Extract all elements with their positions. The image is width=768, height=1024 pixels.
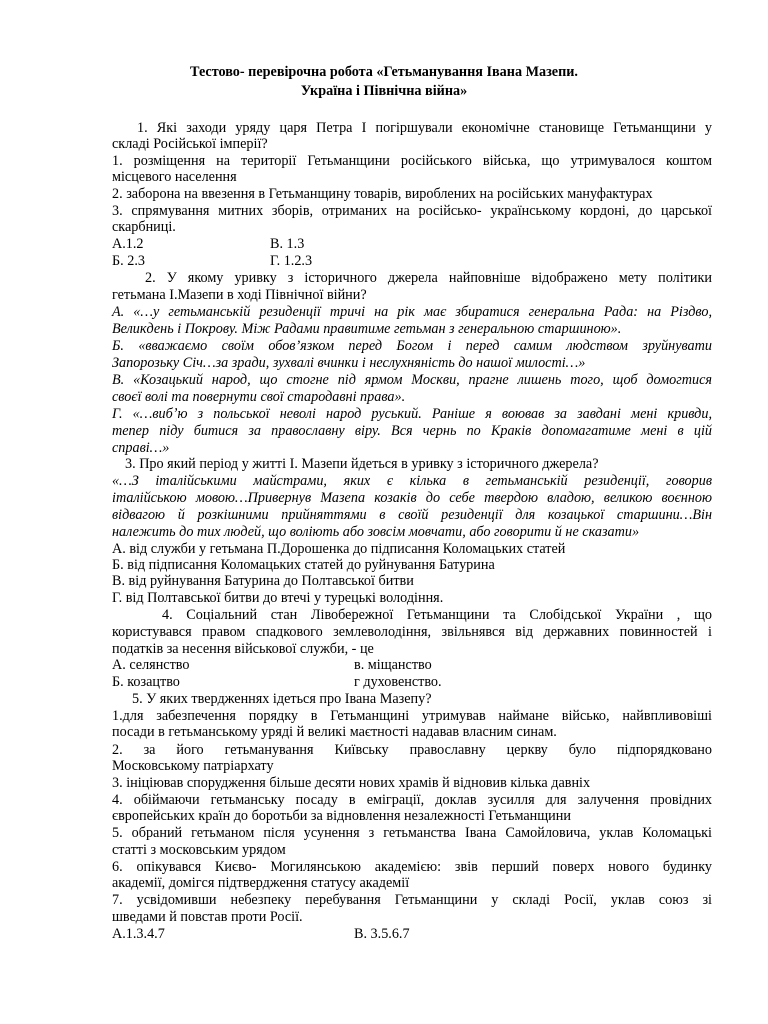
q5-option-b: В. 3.5.6.7 bbox=[354, 926, 410, 942]
q1-text-cont: складі Російської імперії? bbox=[112, 136, 268, 152]
q1-statement-1-cont: місцевого населення bbox=[112, 169, 237, 185]
q1-option-c: Б. 2.3 bbox=[112, 253, 145, 269]
q3-quote-cont3: належить до тих людей, що воліють або зовсім мовчати, або говорити й не сказати» bbox=[112, 524, 640, 540]
q3-quote-cont2: відвагою й розкішними прийняттями в своїй резиденції для козацької старшини…Він bbox=[112, 507, 712, 523]
q4-text: 4. Соціальний стан Лівобережної Гетьманщини та Слобідської України , що bbox=[162, 607, 712, 623]
q5-statement-1: 1.для забезпечення порядку в Гетьманщині утримував наймане військо, найвпливовіші bbox=[112, 708, 712, 724]
doc-title-line2: Україна і Північна війна» bbox=[300, 83, 468, 99]
q3-option-d: Г. від Полтавської битви до втечі у турецькі володіння. bbox=[112, 590, 444, 606]
q2-option-d-cont: тепер піду битися за православну віру. Вся чернь по Кракiв допомагатиме мені в цій bbox=[112, 423, 712, 439]
q5-statement-3: 3. ініціював спорудження більше десяти нових храмів й відновив кілька давніх bbox=[112, 775, 591, 791]
q1-statement-1: 1. розміщення на території Гетьманщини російського війська, що утримувалося коштом bbox=[112, 153, 712, 169]
q2-option-d-cont2: справі…» bbox=[112, 440, 170, 456]
q5-statement-4: 4. обіймаючи гетьманську посаду в еміграції, доклав зусилля для залучення провідних bbox=[112, 792, 712, 808]
q4-option-c: Б. козацтво bbox=[112, 674, 180, 690]
q3-option-c: В. від руйнування Батурина до Полтавської битви bbox=[112, 573, 414, 589]
q2-text: 2. У якому уривку з історичного джерела найповніше відображено мету політики bbox=[145, 270, 712, 286]
q1-statement-3: 3. спрямування митних зборів, отриманих на російсько- українському кордоні, до царської bbox=[112, 203, 712, 219]
q5-statement-6-cont: академії, домігся підтвердження статусу академії bbox=[112, 875, 410, 891]
q1-option-d: Г. 1.2.3 bbox=[270, 253, 313, 269]
q5-statement-1-cont: посади в гетьманському уряді й великі маєтності надавав власним синам. bbox=[112, 724, 557, 740]
q4-option-a: А. селянство bbox=[112, 657, 190, 673]
q5-statement-4-cont: європейських країн до боротьби за відновлення незалежності Гетьманщини bbox=[112, 808, 571, 824]
q1-option-b: В. 1.3 bbox=[270, 236, 305, 252]
q5-statement-7: 7. усвідомивши небезпеку перебування Гетьманщини у складі Росії, уклав союз зі bbox=[112, 892, 712, 908]
q4-option-b: в. міщанство bbox=[354, 657, 432, 673]
q5-statement-5-cont: статті з московським урядом bbox=[112, 842, 286, 858]
q1-text: 1. Які заходи уряду царя Петра І погіршували економічне становище Гетьманщини у bbox=[137, 120, 712, 136]
q5-statement-6: 6. опікувався Києво- Могилянською академією: звів перший поверх нового будинку bbox=[112, 859, 712, 875]
q4-text-cont2: податків за несення військової служби, - це bbox=[112, 641, 374, 657]
q2-option-a: А. «…у гетьманській резиденції тричі на рік має збиратися генеральна Рада: на Різдво, bbox=[112, 304, 712, 320]
q3-quote: «…З італійськими майстрами, яких є кілька в гетьманській резиденції, говорив bbox=[112, 473, 712, 489]
q5-statement-2: 2. за його гетьманування Київську православну церкву було підпорядковано bbox=[112, 742, 712, 758]
q5-statement-2-cont: Московському патріархату bbox=[112, 758, 274, 774]
q2-option-b-cont: Запорозьку Січ…за зради, зухвалі вчинки і неслухняність до нашої милості…» bbox=[112, 355, 586, 371]
q2-option-c: В. «Козацький народ, що стогне під ярмом Москви, прагне лишень того, щоб домогтися bbox=[112, 372, 712, 388]
q4-text-cont: користувався правом спадкового землеволодіння, звільнявся від державних повинностей і bbox=[112, 624, 712, 640]
q1-statement-2: 2. заборона на ввезення в Гетьманщину товарів, вироблених на російських мануфактурах bbox=[112, 186, 653, 202]
q2-option-d: Г. «…вибʼю з польської неволі народ руський. Раніше я воював за завдані мені кривди, bbox=[112, 406, 712, 422]
q3-text: 3. Про який період у житті І. Мазепи йдеться в уривку з історичного джерела? bbox=[125, 456, 599, 472]
q2-option-a-cont: Великдень і Покрову. Між Радами правитиме гетьман з генеральною старшиною». bbox=[112, 321, 622, 337]
q2-option-b: Б. «вважаємо своїм обов’язком перед Богом і перед самим людством зруйнувати bbox=[112, 338, 712, 354]
q3-option-b: Б. від підписання Коломацьких статей до руйнування Батурина bbox=[112, 557, 495, 573]
q5-text: 5. У яких твердженнях ідеться про Івана Мазепу? bbox=[132, 691, 432, 707]
q1-option-a: А.1.2 bbox=[112, 236, 144, 252]
q2-text-cont: гетьмана І.Мазепи в ході Північної війни? bbox=[112, 287, 367, 303]
q5-option-a: А.1.3.4.7 bbox=[112, 926, 165, 942]
q4-option-d: г духовенство. bbox=[354, 674, 442, 690]
q3-quote-cont: італійською мовою…Привернув Мазепа козаків до себе твердою владою, великою воєнною bbox=[112, 490, 712, 506]
q5-statement-7-cont: шведами й повстав проти Росії. bbox=[112, 909, 303, 925]
q2-option-c-cont: своєї волі та повернути свої стародавні права». bbox=[112, 389, 406, 405]
q5-statement-5: 5. обраний гетьманом після усунення з гетьманства Івана Самойловича, уклав Коломацькі bbox=[112, 825, 712, 841]
doc-title-line1: Тестово- перевірочна робота «Гетьманування Івана Мазепи. bbox=[190, 64, 578, 80]
q3-option-a: А. від служби у гетьмана П.Дорошенка до підписання Коломацьких статей bbox=[112, 541, 566, 557]
q1-statement-3-cont: скарбниці. bbox=[112, 219, 176, 235]
